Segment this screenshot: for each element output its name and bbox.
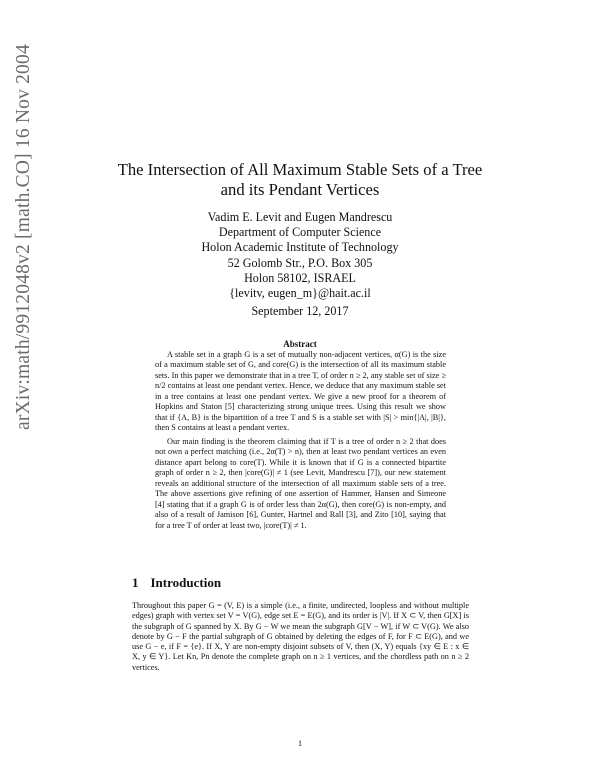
affiliation-department: Department of Computer Science [218,225,382,240]
section-heading [132,575,233,591]
authors: Vadim E. Levit and Eugen Mandrescu [207,210,393,224]
title-line-1: The Intersection of All Maximum Stable Sets of a Tree [117,160,483,179]
abstract-heading: Abstract [283,339,317,349]
abstract-paragraph-2: Our main finding is the theorem claiming that if T is a tree of order n ≥ 2 that does not own a perfect matching (i.e., 2α(T) > n), then at least two pendant vertices an even distance apart belong to core(T). While it is known that if G is a connected bipartite graph of order n ≥ 2, then |core(G)| ≠ 1 (see Levit, Mandrescu [7]), our new statement reveals an additional structure of the intersection of all maximum stable sets of a tree. The above assertions give refining of one assertion of Hammer, Hansen and Simeone [4] stating that if a graph G is of order less than 2α(G), then core(G) is non-empty, and also of a result of Jamison [6], Gunter, Hartnel and Rall [3], and Zito [10], saying that for a tree T of order at least two, |core(T)| ≠ 1. [155,437,446,530]
author-email: {levitv, eugen_m}@hait.ac.il [229,286,371,301]
affiliation-institute: Holon Academic Institute of Technology [201,240,399,255]
paper-date: September 12, 2017 [251,304,349,318]
paper-title [100,160,500,200]
title-line-2: and its Pendant Vertices [220,180,380,199]
page-number: 1 [297,738,303,748]
abstract-paragraph-1: A stable set in a graph G is a set of mutually non-adjacent vertices, α(G) is the size of a maximum stable set of G, and core(G) is the intersection of all its maximum stable sets. In this paper we demonstrate that in a tree T, of order n ≥ 2, any stable set of size ≥ n/2 contains at least one pendant vertex. Hence, we deduce that any maximum stable set in a tree contains at least one pendant vertex. We give a new proof for a theorem of Hopkins and Staton [5] characterizing strong unique trees. Using this result we show that if {A, B} is the bipartition of a tree T and S is a stable set with |S| > min{|A|, |B|}, then S contains at least a pendant vertex. [155,350,446,433]
affiliation-city: Holon 58102, ISRAEL [244,270,356,285]
section-number: 1 [132,575,139,590]
section-title: Introduction [150,575,222,590]
affiliation-street: 52 Golomb Str., P.O. Box 305 [227,255,373,270]
author-block [100,210,500,301]
arxiv-identifier: arXiv:math/9912048v2 [math.CO] 16 Nov 2004 [13,44,34,430]
introduction-paragraph: Throughout this paper G = (V, E) is a simple (i.e., a finite, undirected, loopless and without multiple edges) graph with vertex set V = V(G), edge set E = E(G), and its order is |V|. If X ⊂ V, then G[X] is the subgraph of G spanned by X. By G − W we mean the subgraph G[V − W], if W ⊂ V(G). We also denote by G − F the partial subgraph of G obtained by deleting the edges of F, for F ⊂ E(G), and we use G − e, if F = {e}. If X, Y are non-empty disjoint subsets of V, then (X, Y) equals {xy ∈ E : x ∈ X, y ∈ Y}. Let Kn, Pn denote the complete graph on n ≥ 1 vertices, and the chordless path on n ≥ 2 vertices. [132,601,469,672]
